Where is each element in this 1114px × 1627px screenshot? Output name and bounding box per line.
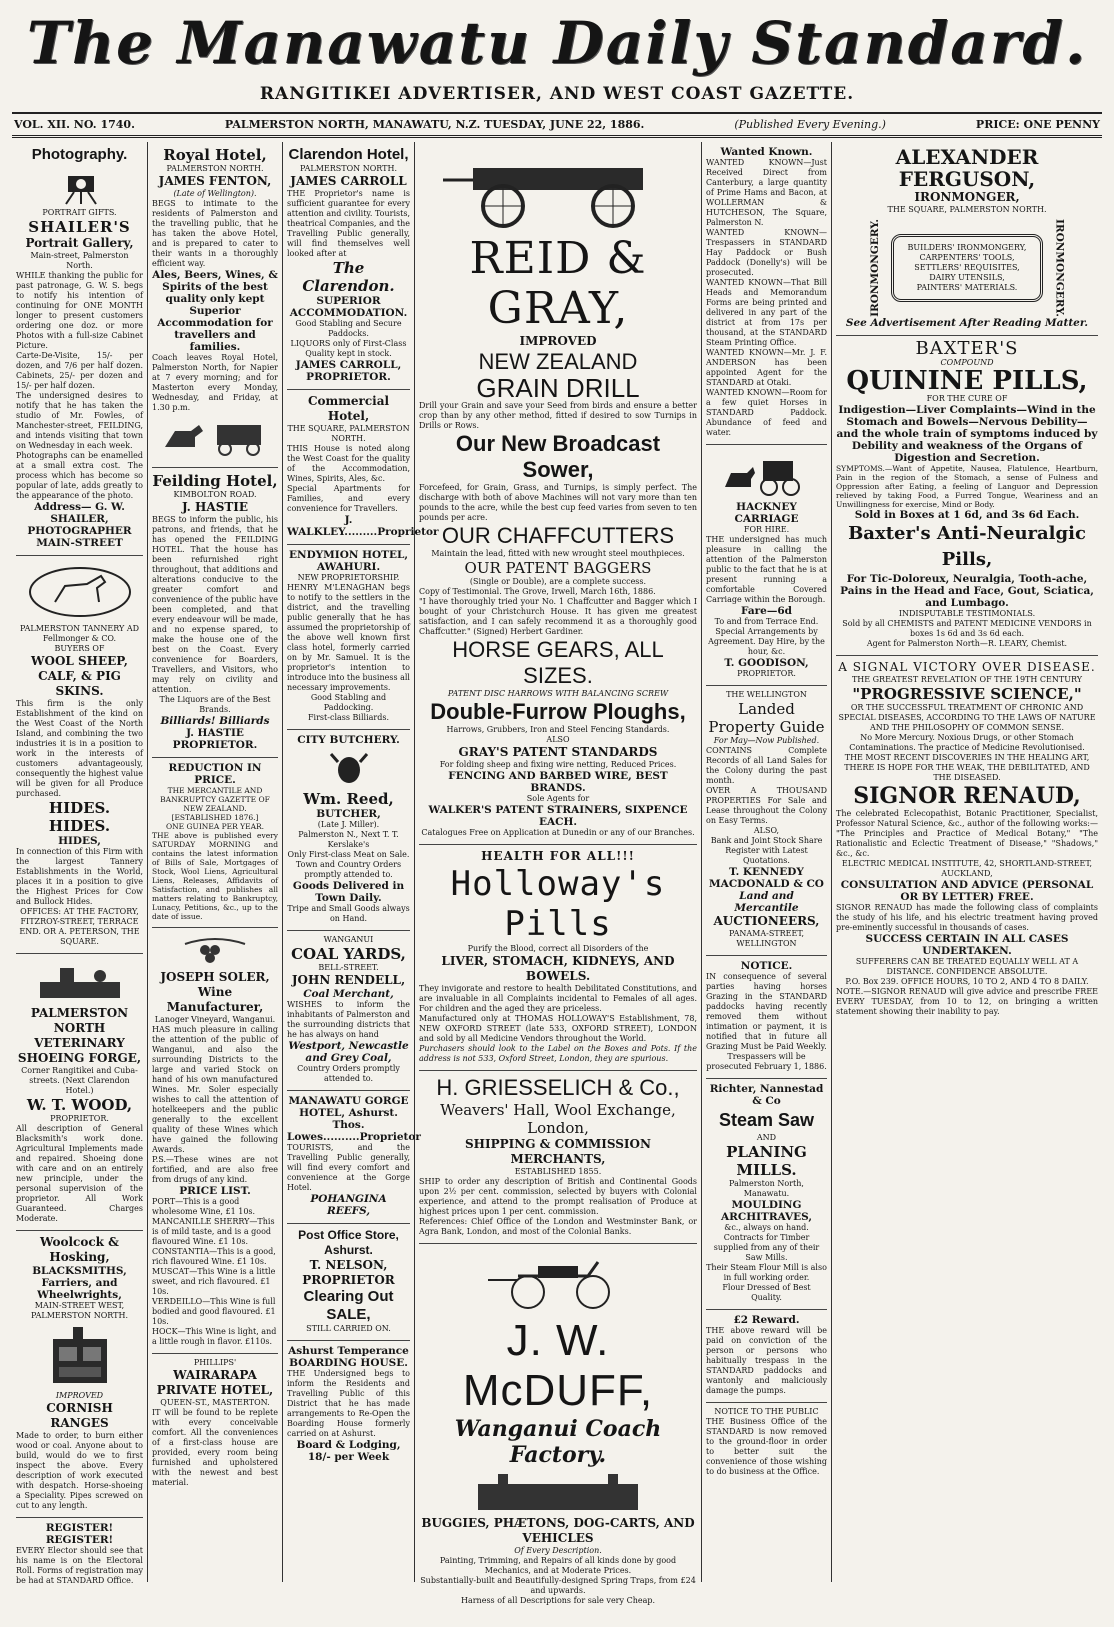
coal-yards-heading: COAL YARDS,	[291, 945, 406, 963]
butchery-heading: CITY BUTCHERY.	[297, 734, 400, 746]
shailer-gallery: Portrait Gallery,	[25, 236, 134, 250]
royal-coach: Coach leaves Royal Hotel, Palmerston North, for Napier at 7 every morning; and for Masterton every Monday, Wednesday, and Friday, at 1.30 p.m.	[152, 353, 278, 412]
testimonials-heading: INDISPUTABLE TESTIMONIALS.	[898, 608, 1036, 618]
coal-country: Country Orders promptly attended to.	[297, 1064, 400, 1083]
endymion-billiards: First-class Billiards.	[308, 713, 389, 722]
landed-over: OVER A THOUSAND PROPERTIES For Sale and Lease throughout the Colony on Easy Terms.	[706, 786, 827, 825]
buyers-of: BUYERS OF	[54, 644, 105, 653]
tannery-offices: OFFICES: AT THE FACTORY, FITZROY-STREET, TERRACE END. OR A. PETERSON, THE SQUARE.	[19, 907, 140, 946]
griesselich-name: H. GRIESSELICH & Co.,	[436, 1075, 680, 1100]
wine-price-item: VERDEILLO—This Wine is full bodied and good flavoured. £1 10s.	[152, 1297, 276, 1326]
carriage-body: THE undersigned has much pleasure in calling the attention of the Palmerston public to the fact that he is at present running a comfortable Covered Carriage within the Borough.	[706, 535, 827, 604]
trespassers-line: Trespassers will be prosecuted February 1, 1886.	[706, 1052, 827, 1071]
always-on-hand: &c., always on hand.	[724, 1223, 809, 1232]
temperance-body: THE Undersigned begs to inform the Residents and Travelling Public of this District that he has made arrangements to Re-Open the Boarding House formerly carried on at Ashurst.	[287, 1369, 410, 1438]
clarendon-name: Clarendon Hotel,	[288, 146, 409, 163]
feilding-hotel-ad	[152, 468, 278, 758]
holloway-purify: Purify the Blood, correct all Disorders of the	[467, 944, 649, 953]
post-office-name: Post Office Store, Ashurst.	[298, 1228, 399, 1257]
carriage-fare: Fare—6d	[740, 605, 793, 617]
tannery-ad	[16, 556, 143, 954]
commercial-body: THIS House is noted along the West Coast for the quality of the Accommodation, Wines, Spirits, Ales, &c.	[287, 444, 410, 483]
hides-sub: HIDES,	[58, 835, 101, 847]
royal-ales: Ales, Beers, Wines, & Spirits of the best quality only kept	[152, 269, 278, 305]
holloway-warning: Purchasers should look to the Label on the Boxes and Pots. If the address is not 533, Oxford Street, London, they are spurious.	[419, 1044, 697, 1063]
bull-head-icon	[329, 750, 369, 786]
feilding-prop: J. HASTIE PROPRIETOR.	[172, 727, 258, 751]
soler-body: HAS much pleasure in calling the attention of the public of Wanganui, and also the surrounding Districts to the large and varied Stock on hand of his own manufactured Wines. Mr. Soler especially wishes to call the attention of hotelkeepers and the public generally to the excellent quality of these Wines which have gained the following Awards.	[152, 1025, 278, 1154]
shailer-ad	[16, 142, 143, 556]
health-heading: HEALTH FOR ALL!!!	[481, 849, 635, 863]
register-heading: REGISTER! REGISTER!	[45, 1522, 114, 1546]
repairs-line: Painting, Trimming, and Repairs of all kinds done by good Mechanics, and at Moderate Prices.	[439, 1556, 677, 1575]
column-2	[148, 142, 283, 1582]
shield-item: BUILDERS' IRONMONGERY,	[907, 242, 1027, 252]
column-3	[283, 142, 439, 1582]
reduction-sub: THE MERCANTILE AND BANKRUPTCY GAZETTE OF NEW ZEALAND.	[160, 786, 270, 813]
baggers-heading: OUR PATENT BAGGERS	[464, 559, 652, 577]
cure-label: FOR THE CURE OF	[926, 393, 1008, 403]
coal-types: Westport, Newcastle and Grey Coal,	[288, 1040, 409, 1064]
royal-owner: JAMES FENTON,	[158, 174, 272, 188]
griesselich-address: Weavers' Hall, Wool Exchange, London,	[440, 1101, 676, 1137]
reid-improved: IMPROVED	[519, 334, 597, 348]
woolcock-address: MAIN-STREET WEST, PALMERSTON NORTH.	[30, 1301, 128, 1320]
also-label: ALSO	[546, 735, 570, 744]
anti-neuralgic-heading: Baxter's Anti-Neuralgic Pills,	[848, 522, 1086, 570]
coal-street: BELL-STREET.	[318, 963, 379, 972]
feilding-liquors: The Liquors are of the Best Brands.	[159, 695, 271, 714]
mcduff-ad	[419, 1244, 697, 1612]
temperance-name: Ashurst Temperance BOARDING HOUSE.	[288, 1345, 409, 1369]
photo-subheading: PORTRAIT GIFTS.	[42, 208, 117, 217]
griesselich-est: ESTABLISHED 1855.	[514, 1167, 602, 1176]
clarendon-superior: SUPERIOR ACCOMMODATION.	[289, 295, 408, 319]
wine-price-item: HOCK—This Wine is light, and a little rough in flavor. £110s.	[152, 1327, 277, 1346]
drill-body: Drill your Grain and save your Seed from birds and ensure a better crop than by any other method, fitted if desired to sow Turnips in Drills or Rows.	[419, 401, 697, 430]
gorge-name: MANAWATU GORGE HOTEL, Ashurst.	[288, 1095, 409, 1119]
wine-price-item: MANCANILLE SHERRY—This is of mild taste, and is a good flavoured Wine. £1 10s.	[152, 1217, 275, 1246]
tic-doloreux-line: For Tic-Doloreux, Neuralgia, Tooth-ache, Pains in the Head and Face, Gout, Sciatica, and Lumbago.	[840, 572, 1094, 609]
wine-price-item: PORT—This is a good wholesome Wine, £1 10s.	[152, 1197, 256, 1216]
shield-item: PAINTERS' MATERIALS.	[916, 282, 1018, 292]
soler-name: JOSEPH SOLER,	[160, 970, 270, 984]
ploughs-sub: Harrows, Grubbers, Iron and Steel Fencing Standards.	[446, 725, 670, 734]
coach-horses-icon	[155, 417, 275, 457]
volume-number: VOL. XII. NO. 1740.	[14, 118, 135, 131]
still-carried: STILL CARRIED ON.	[306, 1324, 391, 1333]
butcher-body: Only First-class Meat on Sale. Town and Country Orders promptly attended to.	[287, 850, 410, 879]
and-label: AND	[756, 1133, 777, 1142]
soler-place: Lanoger Vineyard, Wanganui.	[154, 1015, 276, 1024]
clarendon-body: THE Proprietor's name is sufficient guarantee for every attention and civility. Tourists, theatrical Companies, and the Travelling Public generally, will find themselves well looked after at	[287, 189, 410, 258]
grain-drill-heading: GRAIN DRILL	[476, 373, 640, 403]
reduction-price: ONE GUINEA PER YEAR.	[165, 822, 265, 831]
endymion-new: NEW PROPRIETORSHIP.	[297, 573, 400, 582]
camera-icon	[50, 168, 110, 204]
holloway-ad	[419, 845, 697, 1071]
ironmonger-label: IRONMONGER,	[914, 190, 1020, 204]
feilding-owner: J. HASTIE	[181, 500, 249, 514]
ploughs-heading: Double-Furrow Ploughs,	[430, 699, 686, 724]
tannery-label: PALMERSTON TANNERY AD Fellmonger & CO.	[19, 624, 140, 643]
clarendon-liquors: LIQUORS only of First-Class Quality kept in stock.	[290, 339, 407, 358]
po-box-hours: P.O. Box 239. OFFICE HOURS, 10 TO 2, AND 4 TO 8 DAILY.	[845, 976, 1089, 986]
feilding-hotel-name: Feilding Hotel,	[152, 472, 278, 490]
soler-ps: P.S.—These wines are not fortified, and are also free from drugs of any kind.	[152, 1155, 278, 1184]
signor-body: The celebrated Eclecopathist, Botanic Practitioner, Specialist, Professor Natural Science, &c., author of the following works:— "The Principles and Practice of Medical Botany," "The Rationalistic and Eclectic Treatment of Disease," "Shadows," &c., &c.	[836, 808, 1098, 858]
signor-list: SIGNOR RENAUD has made the following class of complaints the study of his life, and his electric treatment having proved pre-eminently successful in thousands of cases.	[836, 902, 1098, 932]
gorge-prop: Thos. Lowes..........Proprietor	[287, 1119, 421, 1143]
holloway-address: Manufactured only at THOMAS HOLLOWAY'S Establishment, 78, NEW OXFORD STREET (late 533, OXFORD STREET), LONDON and sold by all Medicine Vendors throughout the World.	[419, 1014, 697, 1043]
tannery-horse-emblem-icon	[25, 564, 135, 620]
clarendon-hotel-ad	[287, 142, 410, 390]
butcher-name: Wm. Reed,	[303, 790, 394, 808]
consultation-free: CONSULTATION AND ADVICE (PERSONAL OR BY LETTER) FREE.	[840, 878, 1094, 903]
progressive-science: "PROGRESSIVE SCIENCE,"	[852, 684, 1082, 703]
masthead	[12, 10, 1102, 138]
forge-proprietor: PROPRIETOR.	[50, 1114, 109, 1123]
woolcock-ad	[16, 1231, 143, 1518]
woolcock-trade: BLACKSMITHS, Farriers, and Wheelwrights,	[32, 1265, 127, 1301]
royal-place: PALMERSTON NORTH.	[166, 164, 264, 173]
butcher-tripe: Tripe and Small Goods always on Hand.	[287, 904, 410, 923]
improved-label: IMPROVED	[55, 1391, 104, 1400]
sufferers-line: SUFFERERS CAN BE TREATED EQUALLY WELL AT A DISTANCE. CONFIDENCE ABSOLUTE.	[855, 956, 1079, 976]
shailer-prices: Carte-De-Visite, 15/- per dozen, and 7/6 per half dozen. Cabinets, 25/- per dozen and 15/- per half dozen.	[16, 351, 143, 390]
reid-gray-ad	[419, 142, 697, 845]
gazette-ad	[152, 758, 278, 928]
ferguson-ad	[836, 142, 1098, 336]
temperance-board: Board & Lodging, 18/- per Week	[296, 1439, 401, 1463]
symptoms-text: SYMPTOMS.—Want of Appetite, Nausea, Flatulence, Heartburn, Pain in the region of the Stomach, a sense of Fulness and Oppression after Eating, a feeling of Languor and Depression relieved by taking Food, a Furred Tongue, Weariness and an Unwillingness for exercise, Mind or Body.	[836, 463, 1098, 509]
column-4	[415, 142, 702, 1605]
mills-place: Palmerston North, Manawatu.	[729, 1179, 804, 1198]
steam-saw-heading: Steam Saw	[718, 1110, 815, 1130]
reid-nz: NEW ZEALAND	[478, 349, 638, 374]
shailer-name: SHAILER'S	[28, 218, 131, 236]
butcher-trade: BUTCHER,	[316, 808, 381, 820]
baxter-prices: Sold in Boxes at 1 6d, and 3s 6d Each.	[854, 508, 1080, 521]
wanted-heading: Wanted Known.	[720, 146, 813, 158]
soler-wine-ad	[152, 928, 278, 1354]
wine-price-item: CONSTANTIA—This is a good, rich flavoured Wine. £1 10s.	[152, 1247, 276, 1266]
baggers-sub: (Single or Double), are a complete success.	[469, 577, 647, 586]
quinine-pills-heading: QUININE PILLS,	[846, 365, 1088, 396]
every-description: Of Every Description.	[514, 1546, 602, 1555]
wairarapa-hotel-ad	[152, 1354, 278, 1494]
royal-hotel-name: Royal Hotel,	[163, 146, 267, 164]
wool-body: This firm is the only Establishment of the kind on the West Coast of the North Island, and combining the two industries it is in a position to work in the interests of customers advantageously, consequently the highest value will be given for all Produce purchased.	[16, 699, 143, 798]
gorge-hotel-ad	[287, 1091, 421, 1224]
testimonial-copy: Copy of Testimonial. The Grove, Irwell, March 16th, 1886.	[419, 587, 656, 596]
gorge-reefs: POHANGINA REEFS,	[310, 1193, 387, 1217]
ferguson-square: THE SQUARE, PALMERSTON NORTH.	[887, 205, 1047, 214]
clearing-sale: Clearing Out SALE,	[303, 1288, 394, 1323]
column-6	[832, 142, 1102, 1582]
shield-item: CARPENTERS' TOOLS,	[919, 252, 1015, 262]
forge-address: Corner Rangitikei and Cuba-streets. (Next Clarendon Hotel.)	[21, 1066, 138, 1095]
wanted-item: WANTED KNOWN—Trespassers in STANDARD Hay Paddock or Bush Paddock (Donelly's) will be prosecuted.	[706, 228, 827, 277]
wairarapa-name: WAIRARAPA PRIVATE HOTEL,	[156, 1368, 274, 1397]
mcduff-name: J. W. McDUFF,	[462, 1316, 654, 1415]
baxters-name: BAXTER'S	[915, 337, 1019, 359]
horse-gears-heading: HORSE GEARS, ALL SIZES.	[452, 637, 664, 688]
coach-factory: Wanganui Coach Factory.	[454, 1416, 662, 1468]
endymion-stabling: Good Stabling and Paddocking.	[310, 693, 387, 712]
post-office-store-ad	[287, 1224, 410, 1341]
newspaper-title: The Manawatu Daily Standard.	[26, 9, 1088, 77]
royal-hotel-ad	[152, 142, 278, 468]
most-recent: THE MOST RECENT DISCOVERIES IN THE HEALING ART,	[844, 752, 1090, 762]
cornish-body: Made to order, to burn either wood or coal. Anyone about to build, would do we to first inspect the above. Every description of work executed with despatch. Horse-shoeing a Speciality. Pipes screwed on cut to any length.	[16, 1431, 143, 1510]
grays-sub: For folding sheep and fixing wire netting, Reduced Prices.	[439, 760, 677, 769]
wanted-item: WANTED KNOWN—Room for a few quiet Horses in STANDARD Paddock. Abundance of feed and water.	[706, 388, 827, 437]
commercial-place: THE SQUARE, PALMERSTON NORTH.	[287, 424, 410, 443]
wanganui-label: WANGANUI	[323, 935, 374, 944]
wairarapa-place: QUEEN-ST., MASTERTON.	[160, 1398, 270, 1407]
griesselich-trade: SHIPPING & COMMISSION MERCHANTS,	[465, 1137, 651, 1166]
holloway-body: They invigorate and restore to health Debilitated Constitutions, and are invaluable in all Complaints incidental to Females of all ages. For children and the aged they are priceless.	[419, 984, 697, 1013]
royal-body: BEGS to intimate to the residents of Palmerston and the travelling public, that he has taken the above Hotel, and is prepared to cater to their wants in a thoroughly efficient way.	[152, 199, 278, 268]
buggy-carriage-icon	[478, 1252, 638, 1312]
blacksmith-forge-icon	[30, 962, 130, 1002]
buggies-line: BUGGIES, PHÆTONS, DOG-CARTS, AND VEHICLES	[421, 1516, 695, 1545]
cornish-range-stove-icon	[45, 1325, 115, 1387]
columns	[12, 142, 1102, 1605]
feilding-body: BEGS to inform the public, his patrons, and friends, that he has opened the FEILDING HOTEL. That the house has been refurnished right throughout, that additions and alterations conducive to the greater comfort and convenience of the public have been completed, and that every endeavour will be made, and no expense spared, to make the house one of the best on the Coast. Every convenience for Boarders, Travellers, and Visitors, who may rely on civility and attention.	[152, 515, 278, 694]
royal-superior: Superior Accommodation for travellers and families.	[157, 305, 273, 353]
dateline	[12, 112, 1102, 138]
fencing-wire: FENCING AND BARBED WIRE, BEST BRANDS.	[448, 770, 668, 794]
griesselich-body: SHIP to order any description of British and Continental Goods upon 2½ per cent. commission, selected by buyers with Colonial experience, and attend to the prompt realisation of Produce at highest prices upon 1 per cent. commission.	[419, 1177, 697, 1216]
sold-by-chemists: Sold by all CHEMISTS and PATENT MEDICINE VENDORS in boxes 1s 6d and 3s 6d each.	[842, 618, 1092, 638]
ferguson-shield-block	[836, 219, 1098, 317]
reid-gray-name: REID & GRAY,	[469, 233, 647, 334]
landed-body: CONTAINS Complete Records of all Land Sales for the Colony during the past month.	[706, 746, 827, 785]
place-date: PALMERSTON NORTH, MANAWATU, N.Z. TUESDAY, JUNE 22, 1886.	[224, 118, 645, 131]
wanted-item: WANTED KNOWN—That Bill Heads and Memorandum Forms are being printed and delivered in any part of the district at from 17s per thousand, at the STANDARD Steam Printing Office.	[706, 278, 827, 347]
landed-also: ALSO,	[753, 826, 780, 835]
walker-strainers: WALKER'S PATENT STRAINERS, SIXPENCE EACH.	[428, 804, 688, 828]
shailer-street: Main-street, Palmerston North.	[30, 251, 129, 270]
commercial-prop: J. WALKLEY.........Proprietor	[287, 514, 439, 538]
ironmongery-side-left: IRONMONGERY.	[868, 219, 881, 317]
coal-yards-ad	[287, 931, 410, 1091]
commercial-hotel-ad	[287, 390, 439, 545]
clarendon-the: The Clarendon.	[302, 259, 395, 295]
clarendon-prop: JAMES CARROLL, PROPRIETOR.	[295, 359, 402, 383]
ferguson-shield	[891, 234, 1044, 302]
harness-line: Harness of all Descriptions for sale very Cheap.	[460, 1596, 656, 1605]
wanted-known-ad	[706, 142, 827, 445]
clarendon-owner: JAMES CARROLL	[290, 174, 407, 188]
newspaper-subtitle: RANGITIKEI ADVERTISER, AND WEST COAST GAZETTE.	[259, 84, 855, 104]
free-advice-note: NOTE.—SIGNOR RENAUD will give advice and prescribe FREE EVERY TUESDAY, from 10 to 12, on bringing a written statement showing their inability to pay.	[836, 986, 1098, 1016]
sole-agents: Sole Agents for	[526, 794, 590, 803]
flour-dressed-line: Flour Dressed of Best Quality.	[722, 1283, 811, 1302]
shield-item: DAIRY UTENSILS,	[929, 272, 1005, 282]
feilding-billiards: Billiards! Billiards	[160, 715, 270, 727]
successful-treatment: OR THE SUCCESSFUL TREATMENT OF CHRONIC AND SPECIAL DISEASES, ACCORDING TO THE LAWS OF NATURE AND THE PHILOSOPHY OF COMMON SENSE.	[838, 702, 1096, 732]
landed-bank: Bank and Joint Stock Share Register with Latest Quotations.	[710, 836, 823, 865]
commercial-rooms: Special Apartments for Families, and every convenience for Travellers.	[287, 484, 410, 513]
commercial-name: Commercial Hotel,	[307, 394, 390, 423]
price-list-heading: PRICE LIST.	[179, 1185, 251, 1197]
success-certain: SUCCESS CERTAIN IN ALL CASES UNDERTAKEN.	[865, 932, 1069, 957]
wellington-label: THE WELLINGTON	[726, 690, 807, 699]
coal-body: WISHES to inform the inhabitants of Palmerston and the surrounding districts that he has always on hand	[287, 1000, 410, 1039]
column-5	[702, 142, 832, 1582]
butcher-address: Palmerston N., Next T. T. Kerslake's	[298, 830, 399, 849]
see-advertisement: See Advertisement After Reading Matter.	[845, 316, 1089, 329]
medical-institute: ELECTRIC MEDICAL INSTITUTE, 42, SHORTLAND-STREET, AUCKLAND,	[841, 858, 1093, 878]
clarendon-stabling: Good Stabling and Secure Paddocks.	[295, 319, 402, 338]
grapevine-icon	[175, 936, 255, 966]
kennedy-name: T. KENNEDY MACDONALD & CO	[709, 866, 824, 890]
landed-may: For May—Now Published.	[713, 736, 820, 745]
woolcock-name: Woolcock & Hosking,	[39, 1235, 119, 1264]
holloway-pills: Holloway's Pills	[450, 864, 666, 944]
hides-heading: HIDES. HIDES.	[48, 799, 111, 835]
column-1	[12, 142, 148, 1585]
phillips-label: PHILLIPS'	[193, 1358, 237, 1367]
signal-victory: A SIGNAL VICTORY OVER DISEASE.	[838, 659, 1096, 674]
endymion-body: HENRY M'LENAGHAN begs to notify to the settlers in the district, and the travelling public generally that he has assumed the proprietorship of the above well known first class hotel, formerly carried on by Mr. Samuel. It is the proprietor's intention to introduce into the business all necessary improvements.	[287, 583, 410, 692]
catalogue-note: Catalogues Free on Application at Dunedin or any of our Branches.	[421, 828, 695, 837]
public-notice-body: THE Business Office of the STANDARD is now removed to the ground-floor in order to better suit the convenience of those wishing to do business at the Office.	[706, 1417, 827, 1476]
flour-mill-line: Their Steam Flour Mill is also in full working order.	[706, 1263, 827, 1282]
photography-heading: Photography.	[31, 146, 128, 163]
wairarapa-body: IT will be found to be replete with every conceivable comfort. All the conveniences of a first-class house are provided, every room being furnished and upholstered with the newest and best material.	[152, 1408, 278, 1487]
gorge-body: TOURISTS, and the Travelling Public generally, will find every comfort and convenience at the Gorge Hotel.	[287, 1143, 410, 1192]
baxter-ad	[836, 336, 1098, 656]
forge-ad	[16, 954, 143, 1231]
endymion-name: ENDYMION HOTEL, AWAHURI.	[288, 549, 409, 573]
carriage-heading: HACKNEY CARRIAGE	[734, 501, 799, 525]
coal-owner: JOHN RENDELL,	[291, 973, 406, 987]
royal-late: (Late of Wellington).	[173, 189, 257, 198]
notice-heading: NOTICE.	[740, 960, 793, 972]
holloway-organs: LIVER, STOMACH, KIDNEYS, AND BOWELS.	[441, 954, 675, 983]
shield-item: SETTLERS' REQUISITES,	[914, 262, 1020, 272]
indigestion-line: Indigestion—Liver Complaints—Wind in the Stomach and Bowels—Nervous Debility—and the whole train of symptoms induced by Debility and weakness of the Organs of Digestion and Secretion.	[836, 403, 1098, 464]
carriage-arrangements: Special Arrangements by Agreement. Day Hire, by the hour, &c.	[708, 627, 825, 656]
hackney-carriage-ad	[706, 445, 827, 686]
forge-owner: W. T. WOOD,	[26, 1096, 133, 1114]
hides-body: In connection of this Firm with the largest Tannery Establishments in the World, places it in a position to give the Highest Prices for Cow and Bullock Hides.	[16, 847, 143, 906]
temperance-ad	[287, 1341, 410, 1469]
price: PRICE: ONE PENNY	[975, 118, 1100, 131]
register-ad	[16, 1518, 143, 1592]
signor-renaud-name: SIGNOR RENAUD,	[853, 782, 1081, 809]
notice-body: IN consequence of several parties having horses Grazing in the STANDARD paddocks having recently removed them without intimation or payment, it is notified that in future all Grazing Must be Paid Weekly.	[706, 972, 827, 1051]
clarendon-place: PALMERSTON NORTH.	[299, 164, 397, 173]
chaff-body: Maintain the lead, fitted with new wrought steel mouthpieces.	[431, 549, 685, 558]
wanted-item: WANTED KNOWN—Just Received Direct from Canterbury, a large quantity of Prime Hams and Bacon, at WOLLERMAN & HUTCHESON, The Square, Palmerston N.	[706, 158, 827, 227]
chaffcutters-heading: OUR CHAFFCUTTERS	[441, 523, 675, 548]
feilding-road: KIMBOLTON ROAD.	[173, 490, 257, 499]
public-notice-heading: NOTICE TO THE PUBLIC	[714, 1407, 819, 1416]
reward-ad	[706, 1310, 827, 1403]
public-notice-ad	[706, 1403, 827, 1483]
disc-harrows: PATENT DISC HARROWS WITH BALANCING SCREW	[447, 689, 669, 698]
planing-mills-heading: PLANING MILLS.	[726, 1143, 807, 1179]
griesselich-ad	[419, 1071, 697, 1244]
sower-heading: Our New Broadcast Sower,	[455, 431, 661, 482]
reduction-heading: REDUCTION IN PRICE.	[168, 762, 262, 786]
testimonial-body: "I have thoroughly tried your No. 1 Chaffcutter and Bagger which I bought of your Christchurch House. It has given me greatest satisfaction, and I can safely recommend it as a thoroughly good Chaffcutter." (Signed) Herbert Gardiner.	[419, 597, 697, 636]
butchery-ad	[287, 730, 410, 931]
moulding-line: MOULDING ARCHITRAVES,	[721, 1199, 812, 1223]
palmerston-agent: Agent for Palmerston North—R. LEARY, Chemist.	[866, 638, 1068, 648]
richter-name: Richter, Nannestad & Co	[709, 1083, 824, 1107]
ferguson-name: ALEXANDER FERGUSON,	[895, 145, 1039, 191]
goodison-prop: PROPRIETOR.	[737, 669, 796, 678]
carriage-hire: FOR HIRE.	[743, 525, 790, 534]
shailer-body: WHILE thanking the public for past patronage, G. W. S. begs to notify his intention of continuing for ONE MONTH longer to present customers ordering one doz. or more Photos with a full-size Cabinet Picture.	[16, 271, 143, 350]
grazing-notice-ad	[706, 956, 827, 1079]
coal-merchant: Coal Merchant,	[303, 988, 394, 1000]
reduction-body: THE above is published every SATURDAY MORNING and contains the latest information of Bills of Sale, Mortgages of Stock, Wool Liens, Agricultural Liens, Releases, Affidavits of Satisfaction, and publishes all matters relating to Bankruptcy, Lunacy, Petitions, &c., up to the date of issue.	[152, 831, 278, 921]
forge-body: All description of General Blacksmith's work done. Agricultural Implements made and repaired. Shoeing done with care and on an entirely new principle, under the personal supervision of the proprietor. All Work Guaranteed. Charges Moderate.	[16, 1124, 143, 1223]
griesselich-references: References: Chief Office of the London and Westminster Bank, or Agra Bank, London, and most of the Colonial Banks.	[419, 1217, 697, 1236]
register-body: EVERY Elector should see that his name is on the Electoral Roll. Forms of registration may be had at STANDARD Office.	[16, 1546, 143, 1585]
grays-standards: GRAY'S PATENT STANDARDS	[458, 745, 658, 759]
auctioneers-address: PANAMA-STREET, WELLINGTON	[728, 929, 805, 948]
factory-building-icon	[458, 1472, 658, 1512]
grain-drill-machine-icon	[433, 150, 683, 230]
hackney-carriage-icon	[717, 453, 817, 497]
landed-guide-ad	[706, 686, 827, 956]
cornish-heading: CORNISH RANGES	[46, 1401, 113, 1430]
shailer-fielding: The undersigned desires to notify that he has taken the studio of Mr. Fowles, of Manchester-street, FEILDING, and intends visiting that town on Wednesday in each week.	[16, 391, 143, 450]
ironmongery-side-right: IRONMONGERY.	[1053, 219, 1066, 317]
reward-heading: £2 Reward.	[733, 1314, 800, 1326]
kennedy-trade: Land and Mercantile	[734, 890, 799, 914]
auctioneers-heading: AUCTIONEERS,	[713, 914, 820, 928]
soler-trade: Wine Manufacturer,	[166, 985, 264, 1014]
frequency-note: (Published Every Evening.)	[734, 118, 886, 131]
saw-mills-ad	[706, 1079, 827, 1310]
compound-label: COMPOUND	[940, 357, 994, 367]
shailer-address: Address— G. W. SHAILER, PHOTOGRAPHER MAIN-STREET	[27, 501, 132, 549]
traps-line: Substantially-built and Beautifully-designed Spring Traps, from £24 and upwards.	[420, 1576, 696, 1595]
reward-body: THE above reward will be paid on conviction of the person or persons who habitually trespass in the STANDARD paddocks and wantonly and maliciously damage the pumps.	[706, 1326, 827, 1395]
forge-title: PALMERSTON NORTH VETERINARY SHOEING FORGE,	[17, 1006, 142, 1065]
goodison-name: T. GOODISON,	[724, 657, 809, 669]
reduction-est: [ESTABLISHED 1876.]	[171, 813, 259, 822]
wine-price-item: MUSCAT—This Wine is a little sweet, and rich flavoured. £1 10s.	[152, 1267, 276, 1296]
wanted-item: WANTED KNOWN—Mr. J. F. ANDERSON has been appointed Agent for the STANDARD at Otaki.	[706, 348, 827, 387]
butcher-late: (Late J. Miller).	[317, 820, 380, 829]
sower-body: Forcefeed, for Grain, Grass, and Turnips, is simply perfect. The discharge with both of above Machines will not vary more than ten pounds to the acre, while the best cup feed varies from seven to ten pounds per acre.	[419, 483, 697, 522]
signor-renaud-ad	[836, 656, 1098, 1023]
nelson-name: T. NELSON, PROPRIETOR	[302, 1258, 395, 1287]
greatest-revelation: THE GREATEST REVELATION OF THE 19TH CENTURY	[851, 674, 1083, 684]
landed-guide-heading: Landed Property Guide	[708, 700, 825, 736]
wool-heading: WOOL SHEEP, CALF, & PIG SKINS.	[31, 654, 128, 698]
carriage-terrace: To and from Terrace End.	[714, 617, 819, 626]
endymion-hotel-ad	[287, 545, 410, 730]
shailer-enamel: Photographs can be enamelled at a small extra cost. The process which has become so popular of late, adds greatly to the appearance of the photo.	[16, 451, 143, 500]
hope-line: THERE IS HOPE FOR THE WEAK, THE DEBILITATED, AND THE DISEASED.	[844, 762, 1090, 782]
no-more-mercury: No More Mercury. Noxious Drugs, or other Stomach Contaminations. The practice of Medicine Revolutionised.	[849, 732, 1085, 752]
contracts-line: Contracts for Timber supplied from any of their Saw Mills.	[713, 1233, 820, 1262]
butcher-goods: Goods Delivered in Town Daily.	[292, 880, 405, 904]
